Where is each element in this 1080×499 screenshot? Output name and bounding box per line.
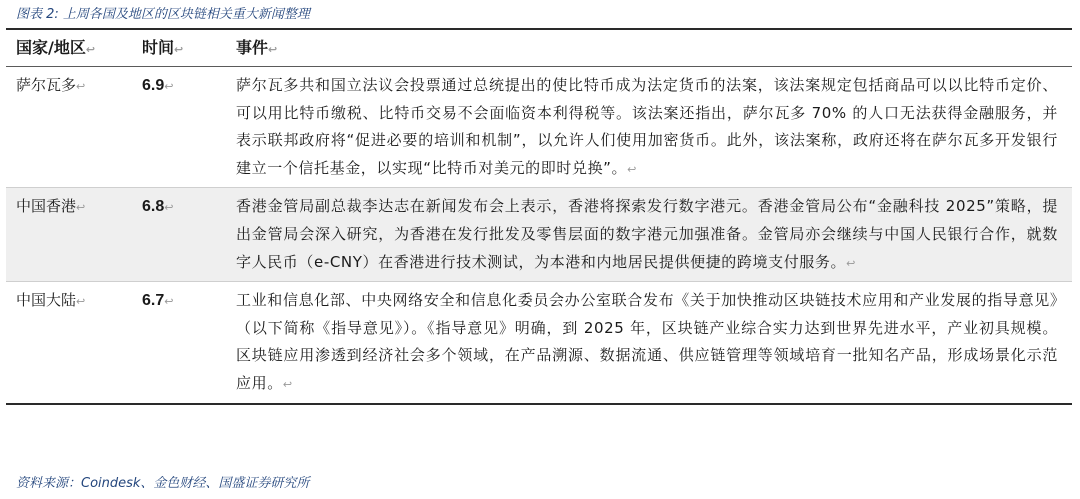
table-bottom-rule bbox=[6, 403, 1072, 405]
row-date: 6.9↩ bbox=[142, 77, 174, 94]
row-country: 萨尔瓦多↩ bbox=[16, 76, 86, 94]
table-row bbox=[6, 67, 1072, 188]
source-note: 资料来源：Coindesk、金色财经、国盛证券研究所 bbox=[16, 476, 310, 491]
row-country: 中国香港↩ bbox=[16, 197, 86, 216]
figure-caption: 图表 2: 上周各国及地区的区块链相关重大新闻整理 bbox=[16, 7, 310, 22]
table-row bbox=[6, 188, 1072, 282]
row-date: 6.7↩ bbox=[142, 292, 174, 310]
table-row bbox=[6, 282, 1072, 402]
header-time: 时间↩ bbox=[142, 38, 184, 57]
table-header-row bbox=[6, 30, 1072, 67]
header-event: 事件↩ bbox=[236, 38, 278, 57]
row-event: 工业和信息化部、中央网络安全和信息化委员会办公室联合发布《关于加快推动区块链技术应用和产业发展的指导意见》（以下简称《指导意见》）。《指导意见》明确，到 2025 年，区块链产业综合实力达到世界先进水平，产业初具规模。区块链应用渗透到经济社会多个领域，在产品溯源、数据流通、供应链管理等领域培育一批知名产品，形成场景化示范应用。↩ bbox=[236, 291, 1058, 392]
header-country: 国家/地区↩ bbox=[16, 38, 96, 57]
row-event: 萨尔瓦多共和国立法议会投票通过总统提出的使比特币成为法定货币的法案，该法案规定包括商品可以以比特币定价、可以用比特币缴税、比特币交易不会面临资本利得税等。该法案还指出，萨尔瓦多 70% 的人口无法获得金融服务，并表示联邦政府将“促进必要的培训和机制”，以允许人们使用加密货币。此外，该法案称，政府还将在萨尔瓦多开发银行建立一个信托基金，以实现“比特币对美元的即时兑换”。↩ bbox=[236, 76, 1058, 177]
row-country: 中国大陆↩ bbox=[16, 291, 86, 310]
news-table bbox=[6, 28, 1072, 405]
row-date: 6.8↩ bbox=[142, 198, 174, 216]
row-event: 香港金管局副总裁李达志在新闻发布会上表示，香港将探索发行数字港元。香港金管局公布“金融科技 2025”策略，提出金管局会深入研究，为香港在发行批发及零售层面的数字港元加强准备。金管局亦会继续与中国人民银行合作，就数字人民币（e-CNY）在香港进行技术测试，为本港和内地居民提供便捷的跨境支付服务。↩ bbox=[236, 197, 1058, 271]
